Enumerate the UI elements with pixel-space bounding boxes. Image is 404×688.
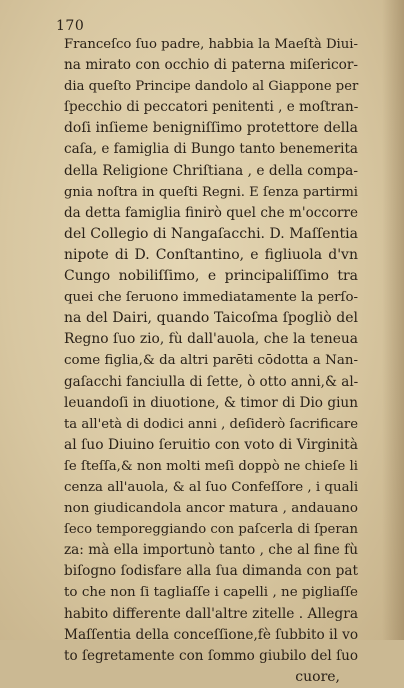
text-line: habito differente dall'altre zitelle . Allegra	[64, 605, 359, 622]
binding-shadow	[382, 0, 404, 640]
body-text	[64, 34, 358, 688]
text-line: dia queſto Principe dandolo al Giappone per	[64, 79, 359, 95]
text-line: Regno ſuo zio, fù dall'auola, che la teneua	[64, 331, 358, 348]
text-line: della Religione Chriſtiana , e della compa-	[64, 162, 358, 179]
text-line: cenza all'auola, & al ſuo Confeſſore , i quali	[64, 479, 359, 495]
text-line: al ſuo Diuino ſeruitio con voto di Virginità	[64, 436, 358, 453]
text-line: gnia noſtra in queſti Regni. E ſenza partirmi	[64, 184, 358, 200]
text-line: doſi inſieme benigniſſimo protettore della	[64, 120, 358, 137]
text-line: ſpecchio di peccatori penitenti , e moſtran-	[64, 99, 359, 116]
text-line: Maſſentia della conceſſione,fè ſubbito il vo	[64, 626, 359, 643]
text-line: na del Dairi, quando Taicoſma ſpogliò del	[64, 310, 358, 327]
text-line: ta all'età di dodici anni , deſiderò ſacrificare	[64, 416, 358, 432]
text-line: ſeco temporeggiando con paſcerla di ſperan	[64, 522, 358, 538]
text-line: come figlia,& da altri parēti cōdotta a Nan-	[64, 353, 358, 369]
text-line: cuore,	[295, 668, 340, 685]
page-number: 170	[56, 18, 85, 34]
text-line: gaſacchi fanciulla di ſette, ò otto anni,& al-	[64, 373, 359, 390]
text-line: da detta famiglia finirò quel che m'occorre	[64, 204, 358, 221]
text-line: nipote di D. Conſtantino, e figliuola d'vn	[64, 246, 358, 263]
text-line: leuandoſi in diuotione, & timor di Dio giun	[64, 394, 358, 411]
text-line: za: mà ella importunò tanto , che al fine fù	[64, 542, 358, 559]
text-line: Franceſco ſuo padre, habbia la Maeſtà Diui-	[64, 37, 358, 52]
text-line: ſe ſteſſa,& non molti meſi doppò ne chieſe li	[64, 458, 358, 474]
text-line: caſa, e famiglia di Bungo tanto benemerita	[64, 141, 358, 158]
text-line: non giudicandola ancor matura , andauano	[64, 501, 358, 517]
text-line: na mirato con occhio di paterna miſericor-	[64, 57, 358, 74]
text-line: to ſegretamente con ſommo giubilo del ſuo	[64, 647, 358, 664]
text-line: del Collegio di Nangaſacchi. D. Maſſentia	[64, 225, 358, 242]
text-line: biſogno ſodisfare alla ſua dimanda con pat	[64, 563, 358, 580]
text-line: quei che ſeruono immediatamente la perſo-	[64, 290, 358, 306]
text-line: to che non ſi tagliaſſe i capelli , ne pigliaſſe	[64, 585, 358, 601]
text-line: Cungo nobiliſſimo, e principaliſſimo tra	[64, 268, 358, 285]
